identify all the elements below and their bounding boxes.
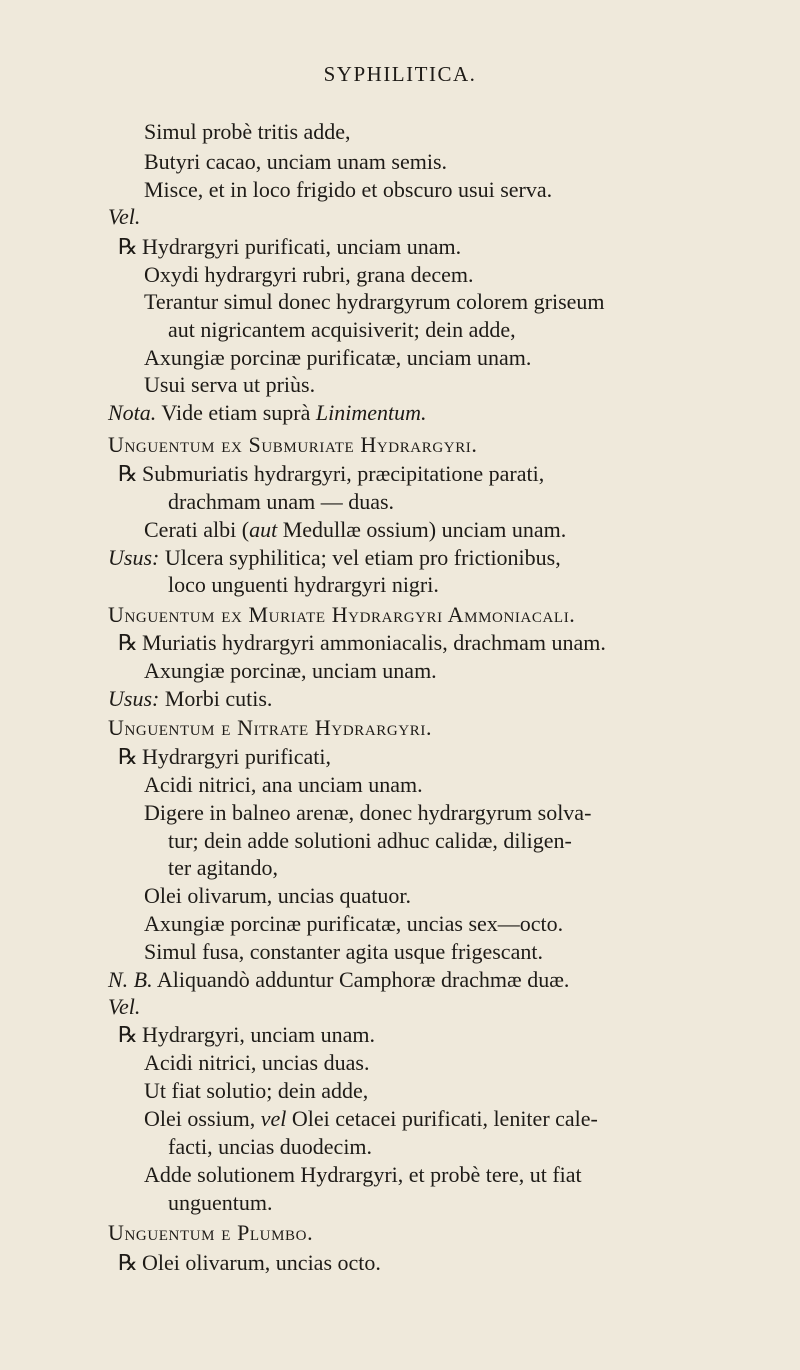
- recipe-symbol: ℞: [118, 234, 138, 259]
- text-line: [144, 1048, 369, 1078]
- text-line: [168, 1188, 273, 1218]
- italic-word: vel: [260, 1106, 287, 1131]
- recipe-symbol: ℞: [118, 1022, 138, 1047]
- section-heading: [108, 713, 432, 743]
- text-line: [168, 853, 278, 883]
- line-label: Vel.: [108, 204, 141, 229]
- line-text: Ulcera syphilitica; vel etiam pro frictionibus,: [164, 545, 561, 570]
- heading-text: Unguentum e Nitrate Hydrargyri.: [108, 715, 433, 740]
- text-line: [108, 543, 561, 573]
- line-label: Nota.: [108, 400, 157, 425]
- text-line: [144, 515, 566, 545]
- text-line: [144, 1104, 598, 1134]
- line-text: Submuriatis hydrargyri, præcipitatione parati,: [142, 461, 545, 486]
- text-line: [118, 232, 461, 262]
- line-label: N. B.: [108, 967, 153, 992]
- text-line: [144, 881, 411, 911]
- recipe-symbol: ℞: [118, 630, 138, 655]
- text-line: [144, 1160, 582, 1190]
- text-line: [108, 965, 569, 995]
- text-line: [144, 937, 543, 967]
- line-text: Vide etiam suprà: [161, 400, 311, 425]
- line-text: Olei olivarum, uncias quatuor.: [144, 883, 411, 908]
- text-line: [144, 147, 447, 177]
- line-text: Hydrargyri, unciam unam.: [142, 1022, 375, 1047]
- text-line: [144, 175, 552, 205]
- text-line: [168, 487, 394, 517]
- line-text: Digere in balneo arenæ, donec hydrargyrum solva-: [144, 800, 592, 825]
- line-text: Adde solutionem Hydrargyri, et probè tere, ut fiat: [144, 1162, 582, 1187]
- recipe-symbol: ℞: [118, 744, 138, 769]
- recipe-symbol: ℞: [118, 461, 138, 486]
- text-line: [108, 202, 140, 232]
- line-text: Terantur simul donec hydrargyrum colorem griseum: [144, 289, 605, 314]
- line-text: aut nigricantem acquisiverit; dein adde,: [168, 317, 516, 342]
- section-heading: [108, 1218, 313, 1248]
- text-line: [118, 459, 544, 489]
- text-line: [168, 315, 516, 345]
- line-text: Hydrargyri purificati,: [142, 744, 331, 769]
- text-line: [144, 343, 531, 373]
- section-heading: [108, 600, 575, 630]
- text-line: [108, 684, 272, 714]
- italic-word: Linimentum.: [315, 400, 427, 425]
- line-text: Axungiæ porcinæ purificatæ, unciam unam.: [144, 345, 532, 370]
- line-text-continued: Olei cetacei purificati, leniter cale-: [291, 1106, 598, 1131]
- text-line: [108, 992, 140, 1022]
- line-text: loco unguenti hydrargyri nigri.: [168, 572, 439, 597]
- text-line: [144, 117, 351, 147]
- line-text: unguentum.: [168, 1190, 273, 1215]
- line-text: Axungiæ porcinæ, unciam unam.: [144, 658, 437, 683]
- heading-text: Unguentum ex Submuriate Hydrargyri.: [108, 432, 478, 457]
- line-text: Morbi cutis.: [164, 686, 273, 711]
- line-text: Butyri cacao, unciam unam semis.: [144, 149, 448, 174]
- text-line: [168, 826, 572, 856]
- text-line: [144, 798, 591, 828]
- line-text: Olei olivarum, uncias octo.: [142, 1250, 381, 1275]
- line-text: Usui serva ut priùs.: [144, 372, 316, 397]
- text-line: [108, 398, 427, 428]
- text-line: [144, 287, 605, 317]
- line-text: Acidi nitrici, uncias duas.: [144, 1050, 370, 1075]
- italic-word: aut: [249, 517, 278, 542]
- line-label: Vel.: [108, 994, 141, 1019]
- line-text: Muriatis hydrargyri ammoniacalis, drachmam unam.: [142, 630, 606, 655]
- heading-text: Unguentum ex Muriate Hydrargyri Ammoniacali.: [108, 602, 576, 627]
- line-text: Hydrargyri purificati, unciam unam.: [142, 234, 462, 259]
- line-text: facti, uncias duodecim.: [168, 1134, 373, 1159]
- line-text-continued: Medullæ ossium) unciam unam.: [282, 517, 567, 542]
- text-line: [118, 1020, 375, 1050]
- text-line: [144, 909, 563, 939]
- line-text: Simul probè tritis adde,: [144, 119, 351, 144]
- line-text: Ut fiat solutio; dein adde,: [144, 1078, 369, 1103]
- text-line: [168, 570, 439, 600]
- line-text: Olei ossium,: [144, 1106, 256, 1131]
- line-text: Axungiæ porcinæ purificatæ, uncias sex—octo.: [144, 911, 564, 936]
- recipe-symbol: ℞: [118, 1250, 138, 1275]
- line-text: Oxydi hydrargyri rubri, grana decem.: [144, 262, 474, 287]
- text-line: [118, 628, 606, 658]
- text-line: [168, 1132, 372, 1162]
- text-line: [118, 742, 331, 772]
- line-text: drachmam unam — duas.: [168, 489, 395, 514]
- running-header: SYPHILITICA.: [323, 62, 477, 86]
- line-text: Simul fusa, constanter agita usque frigescant.: [144, 939, 543, 964]
- line-text: Aliquandò adduntur Camphoræ drachmæ duæ.: [156, 967, 570, 992]
- text-line: [144, 770, 423, 800]
- line-text: tur; dein adde solutioni adhuc calidæ, diligen-: [168, 828, 572, 853]
- line-text: Cerati albi (: [144, 517, 250, 542]
- line-text: ter agitando,: [168, 855, 278, 880]
- line-label: Usus:: [108, 545, 160, 570]
- text-line: [118, 1248, 381, 1278]
- line-text: Misce, et in loco frigido et obscuro usui serva.: [144, 177, 553, 202]
- text-line: [144, 1076, 368, 1106]
- section-heading: [108, 430, 478, 460]
- heading-text: Unguentum e Plumbo.: [108, 1220, 314, 1245]
- text-line: [144, 260, 473, 290]
- line-text: Acidi nitrici, ana unciam unam.: [144, 772, 423, 797]
- line-label: Usus:: [108, 686, 160, 711]
- text-line: [144, 370, 315, 400]
- text-line: [144, 656, 437, 686]
